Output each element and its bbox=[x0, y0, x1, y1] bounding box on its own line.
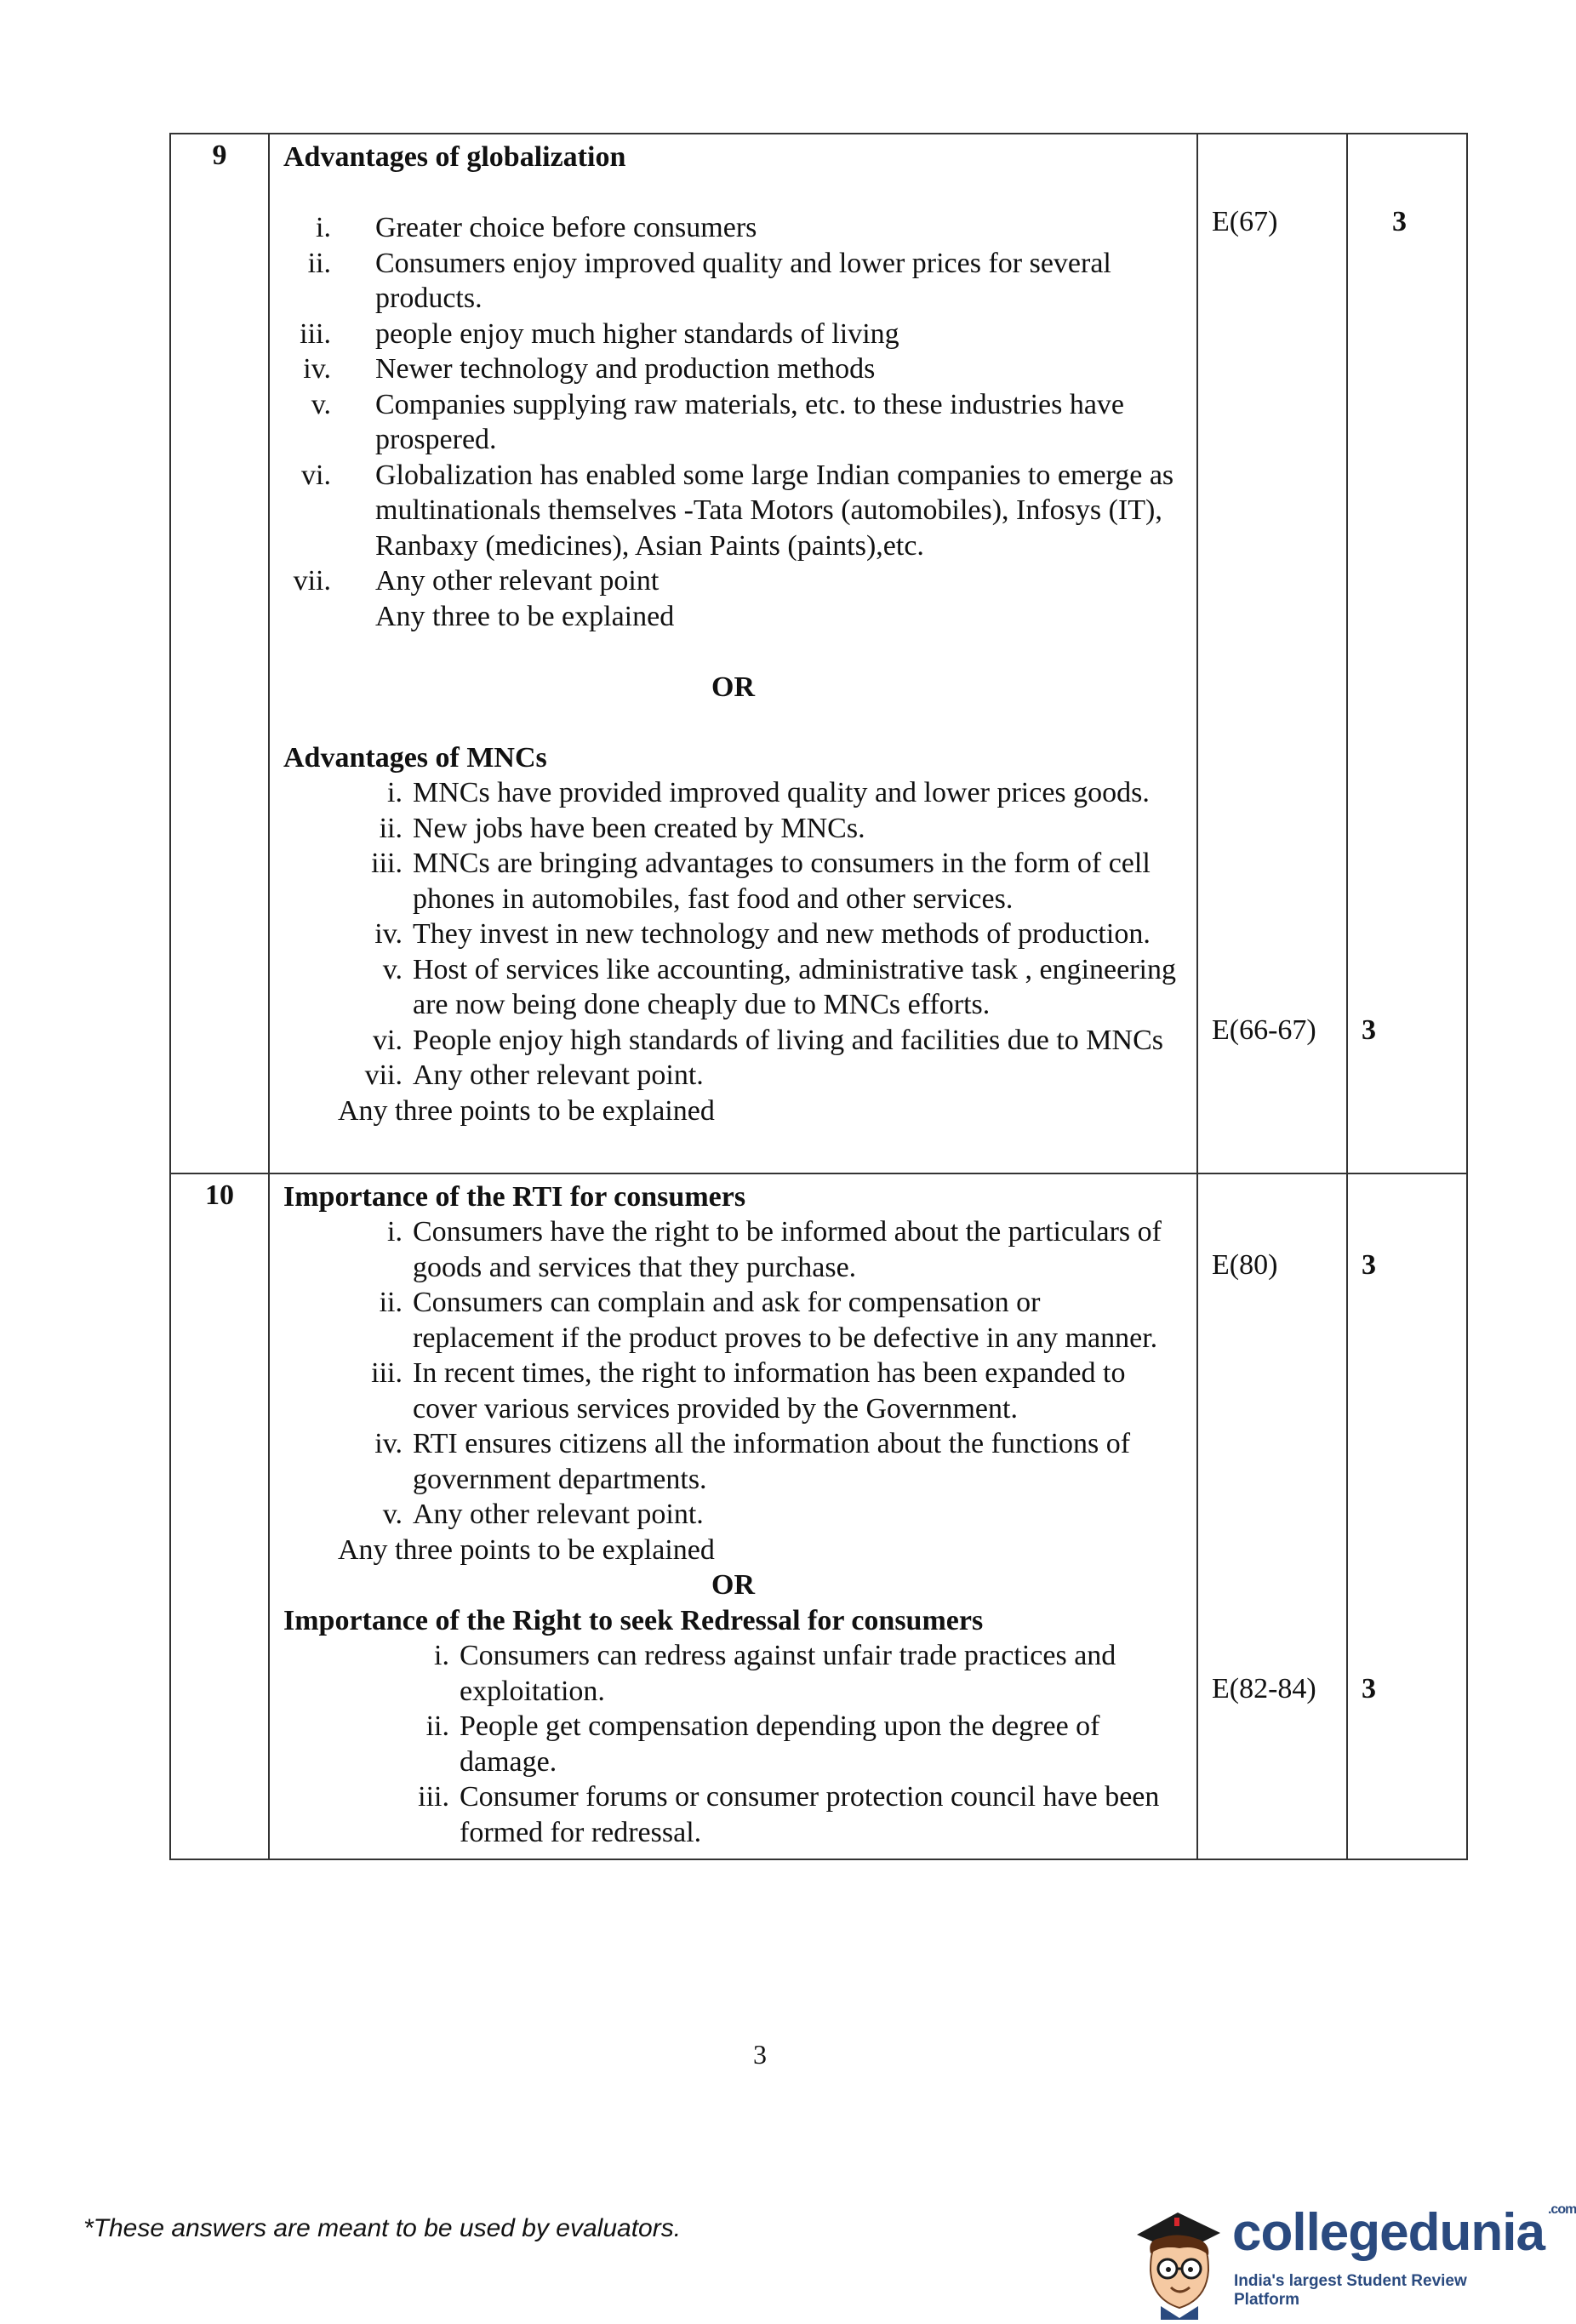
logo-tagline: India's largest Student Review Platform bbox=[1234, 2272, 1467, 2309]
item-text: New jobs have been created by MNCs. bbox=[413, 812, 865, 844]
alternative-points-list bbox=[283, 1638, 1183, 1850]
or-divider: OR bbox=[711, 1569, 755, 1601]
item-text: Consumers have the right to be informed about the particulars of goods and services that they purchase. bbox=[413, 1216, 1162, 1283]
marks-value: 3 bbox=[1362, 1672, 1376, 1704]
logo-suffix: .com bbox=[1547, 2202, 1576, 2217]
list-item bbox=[283, 1214, 1183, 1285]
page-reference: E(67) bbox=[1212, 206, 1278, 237]
student-mascot-icon bbox=[1122, 2194, 1232, 2320]
list-item bbox=[283, 916, 1183, 952]
answer-note: Any three points to be explained bbox=[338, 1533, 715, 1566]
list-item bbox=[283, 1356, 1183, 1426]
page-reference: E(80) bbox=[1212, 1248, 1278, 1281]
item-text: Consumers enjoy improved quality and lower prices for several products. bbox=[375, 247, 1111, 314]
points-list bbox=[283, 1214, 1183, 1533]
item-text: RTI ensures citizens all the information about the functions of government departments. bbox=[413, 1428, 1131, 1495]
item-number: iii. bbox=[371, 1357, 403, 1389]
answer-table bbox=[169, 133, 1468, 1860]
list-item bbox=[283, 246, 1183, 317]
item-text: People get compensation depending upon the degree of damage. bbox=[460, 1710, 1100, 1778]
item-number: iv. bbox=[374, 1428, 403, 1459]
page-reference: E(82-84) bbox=[1212, 1672, 1316, 1704]
list-item bbox=[283, 1285, 1183, 1356]
list-item bbox=[283, 1023, 1183, 1059]
item-number: i. bbox=[387, 1216, 403, 1248]
alternative-heading: Importance of the Right to seek Redressal for consumers bbox=[283, 1604, 984, 1636]
points-list bbox=[283, 210, 1183, 599]
list-item bbox=[283, 1638, 1183, 1709]
item-text: Globalization has enabled some large Indian companies to emerge as multinationals themselves -Tata Motors (automobiles), Infosys (IT), Ranbaxy (medicines), Asian Paints (paints),etc. bbox=[375, 459, 1174, 562]
collegedunia-logo bbox=[1122, 2194, 1576, 2320]
question-number: 9 bbox=[170, 134, 269, 1173]
list-item bbox=[283, 1426, 1183, 1497]
reference-cell bbox=[1197, 134, 1347, 1173]
item-number: v. bbox=[382, 1499, 403, 1530]
alternative-heading: Advantages of MNCs bbox=[283, 741, 547, 774]
evaluator-note: *These answers are meant to be used by evaluators. bbox=[83, 2214, 682, 2242]
list-item bbox=[283, 458, 1183, 564]
item-text: In recent times, the right to information has been expanded to cover various services provided by the Government. bbox=[413, 1357, 1126, 1425]
list-item bbox=[283, 563, 1183, 599]
item-number: i. bbox=[434, 1640, 449, 1671]
item-text: Consumer forums or consumer protection council have been formed for redressal. bbox=[460, 1781, 1160, 1848]
item-number: ii. bbox=[379, 1287, 403, 1318]
list-item bbox=[283, 1497, 1183, 1533]
list-item bbox=[283, 317, 1183, 352]
item-text: People enjoy high standards of living and facilities due to MNCs bbox=[413, 1024, 1163, 1056]
item-number: i. bbox=[316, 212, 331, 243]
marks-value: 3 bbox=[1362, 1014, 1376, 1046]
item-number: iv. bbox=[303, 353, 331, 385]
list-item bbox=[283, 846, 1183, 916]
list-item bbox=[283, 210, 1183, 246]
question-row-10 bbox=[170, 1173, 1467, 1860]
item-text: Host of services like accounting, administrative task , engineering are now being done cheaply due to MNCs efforts. bbox=[413, 953, 1176, 1020]
item-number: v. bbox=[311, 388, 331, 420]
item-number: i. bbox=[387, 777, 403, 808]
list-item bbox=[283, 811, 1183, 847]
or-divider: OR bbox=[711, 671, 755, 703]
answer-heading: Advantages of globalization bbox=[283, 141, 626, 173]
item-number: vii. bbox=[364, 1059, 403, 1091]
item-number: iv. bbox=[374, 918, 403, 950]
page-number: 3 bbox=[753, 2039, 767, 2070]
list-item bbox=[283, 952, 1183, 1023]
list-item bbox=[283, 1058, 1183, 1093]
item-number: iii. bbox=[371, 848, 403, 879]
page-reference: E(66-67) bbox=[1212, 1014, 1316, 1046]
item-number: v. bbox=[382, 953, 403, 985]
marks-value: 3 bbox=[1392, 206, 1407, 237]
marks-value: 3 bbox=[1362, 1248, 1376, 1281]
list-item bbox=[283, 1709, 1183, 1779]
item-number: ii. bbox=[307, 247, 331, 279]
item-text: Any other relevant point. bbox=[413, 1059, 704, 1091]
alternative-note: Any three points to be explained bbox=[338, 1094, 715, 1127]
item-number: ii. bbox=[379, 812, 403, 844]
item-text: They invest in new technology and new methods of production. bbox=[413, 918, 1151, 950]
item-text: MNCs are bringing advantages to consumers in the form of cell phones in automobiles, fast food and other services. bbox=[413, 848, 1151, 915]
item-text: Greater choice before consumers bbox=[375, 212, 757, 243]
answer-cell bbox=[269, 1173, 1197, 1860]
item-text: Any other relevant point. bbox=[413, 1499, 704, 1530]
item-number: vi. bbox=[301, 459, 331, 491]
item-text: Consumers can redress against unfair trade practices and exploitation. bbox=[460, 1640, 1116, 1707]
list-item bbox=[283, 387, 1183, 458]
list-item bbox=[283, 1779, 1183, 1850]
answer-heading: Importance of the RTI for consumers bbox=[283, 1180, 746, 1213]
logo-wordmark: collegedunia $^{.com}$ bbox=[1232, 2202, 1576, 2262]
item-text: Consumers can complain and ask for compensation or replacement if the product proves to be defective in any manner. bbox=[413, 1287, 1158, 1354]
item-text: Newer technology and production methods bbox=[375, 353, 876, 385]
item-text: Companies supplying raw materials, etc. to these industries have prospered. bbox=[375, 388, 1125, 455]
item-text: MNCs have provided improved quality and lower prices goods. bbox=[413, 777, 1150, 808]
answer-note: Any three to be explained bbox=[375, 600, 675, 632]
question-number: 10 bbox=[170, 1173, 269, 1860]
question-row-9 bbox=[170, 134, 1467, 1173]
marks-cell bbox=[1347, 134, 1467, 1173]
item-number: vii. bbox=[293, 565, 331, 597]
item-number: iii. bbox=[300, 317, 331, 350]
list-item bbox=[283, 775, 1183, 811]
item-text: people enjoy much higher standards of living bbox=[375, 317, 899, 350]
item-number: iii. bbox=[418, 1781, 449, 1813]
item-number: vi. bbox=[373, 1024, 403, 1056]
answer-cell bbox=[269, 134, 1197, 1173]
list-item bbox=[283, 351, 1183, 387]
marks-cell bbox=[1347, 1173, 1467, 1860]
alternative-points-list bbox=[283, 775, 1183, 1093]
item-number: ii. bbox=[425, 1710, 449, 1742]
reference-cell bbox=[1197, 1173, 1347, 1860]
item-text: Any other relevant point bbox=[375, 565, 660, 597]
